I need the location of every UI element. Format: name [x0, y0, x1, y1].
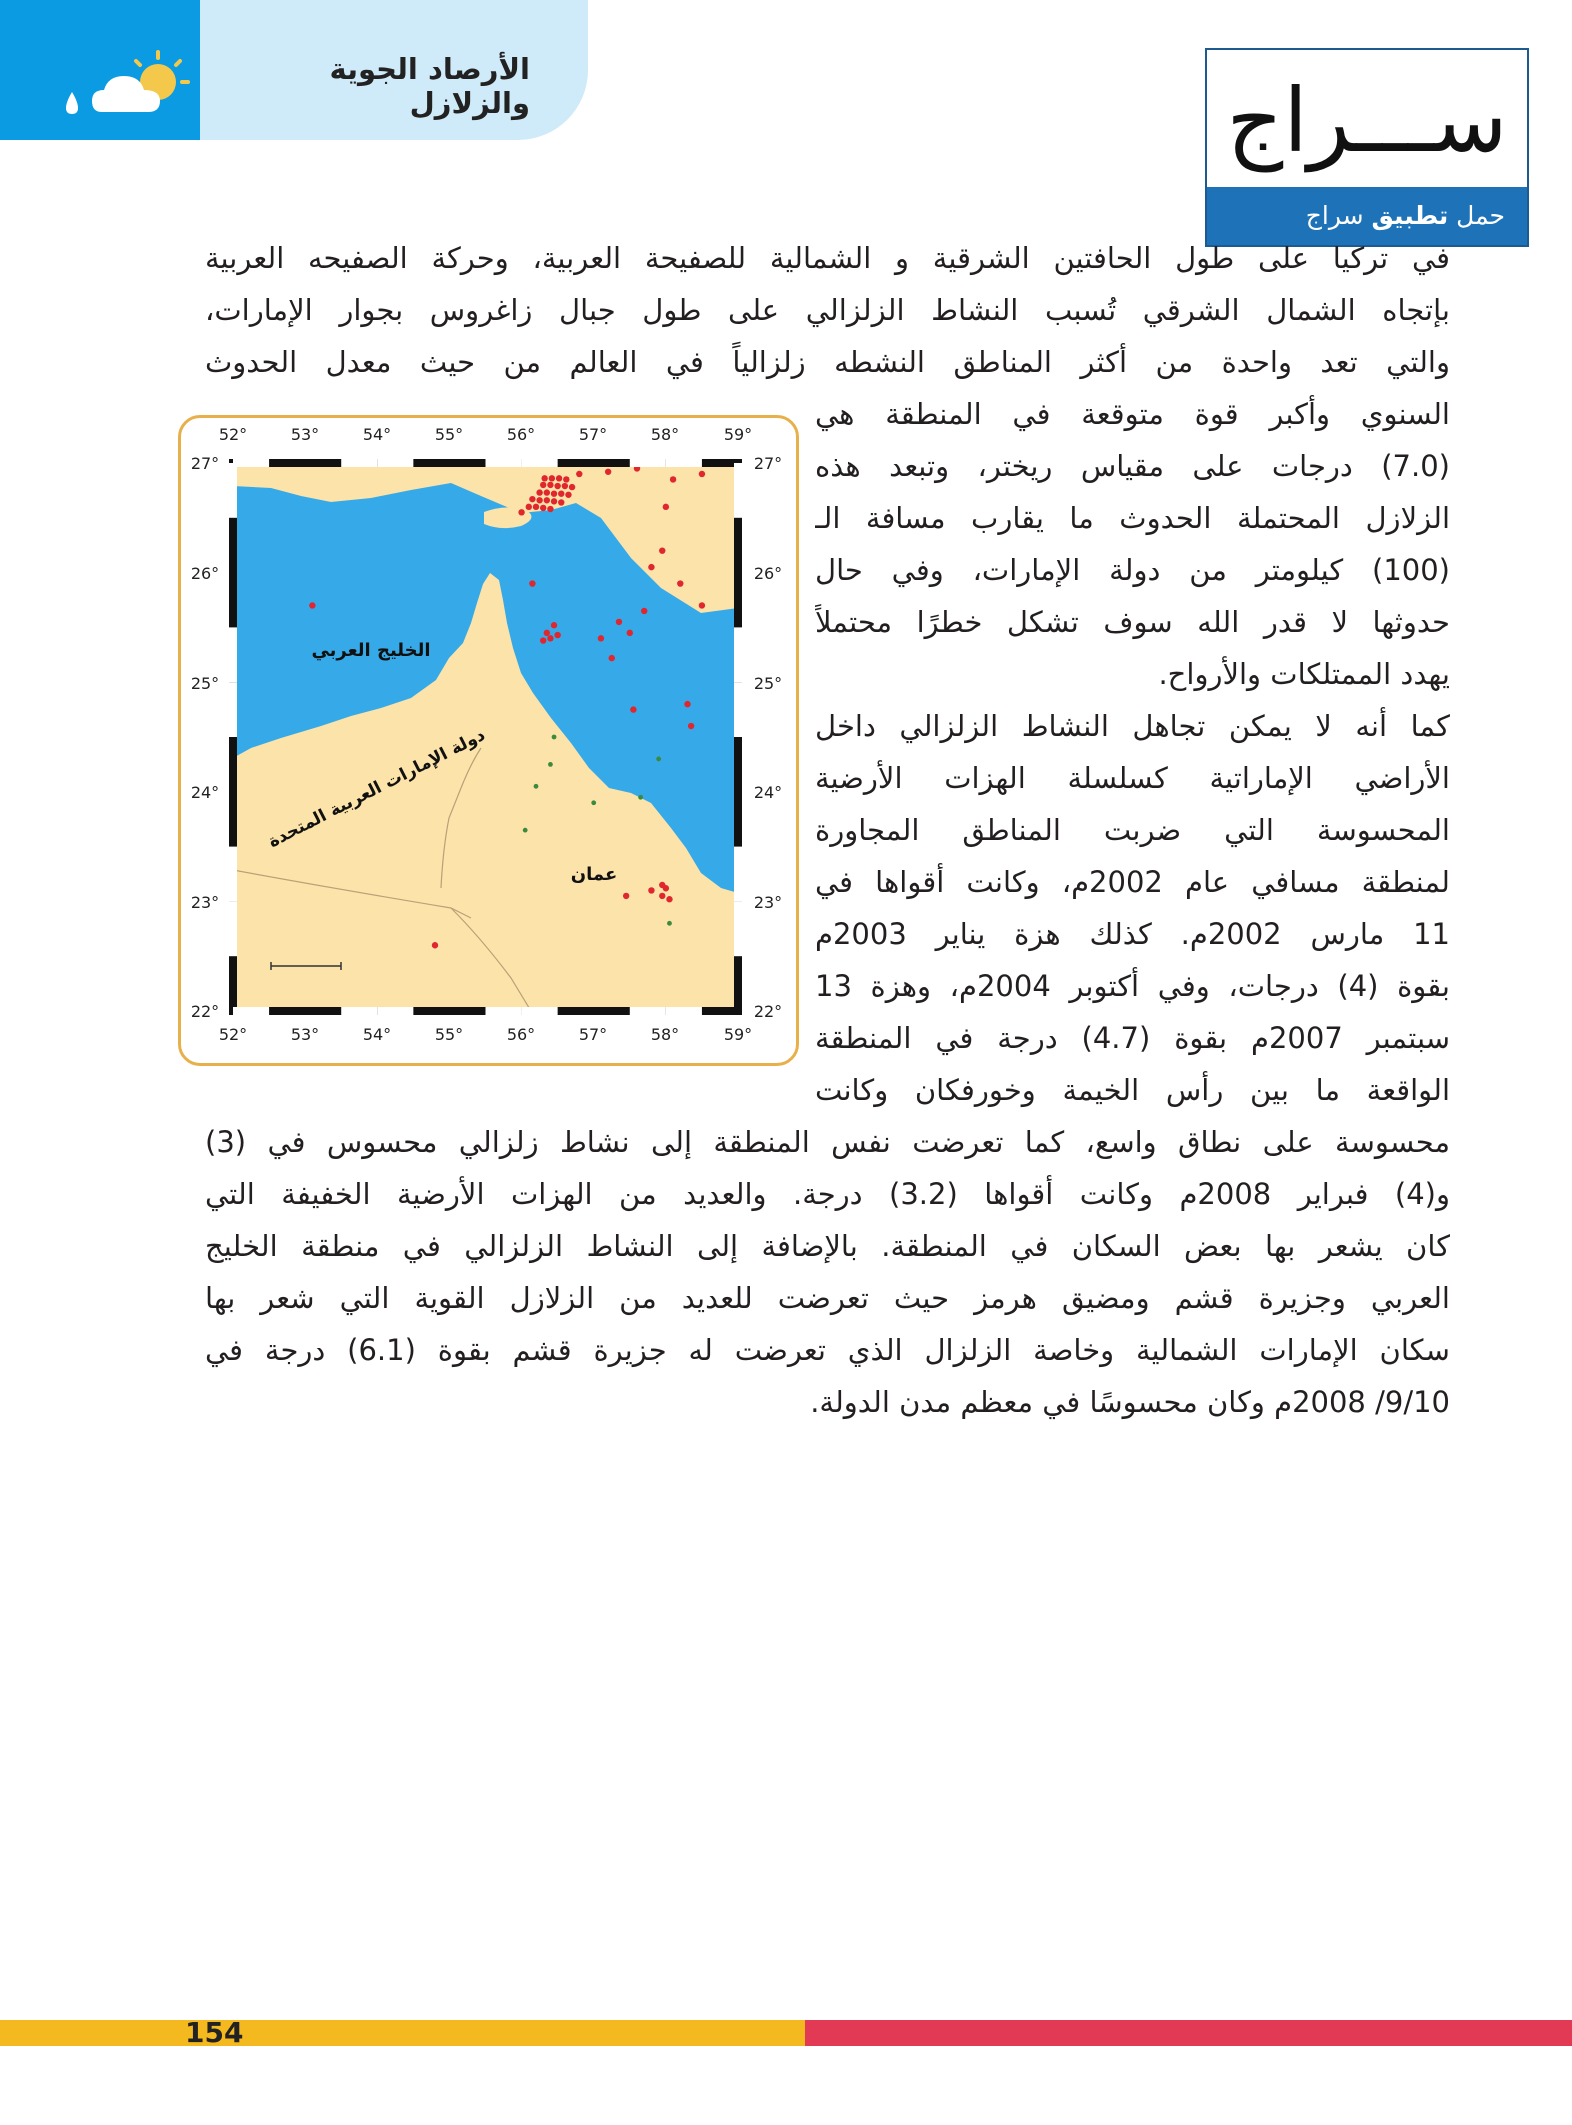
seismic-map	[181, 418, 796, 1063]
minor-quake-marker	[552, 735, 557, 740]
earthquake-marker	[630, 706, 636, 712]
lon-label-top: 57°	[578, 425, 608, 444]
earthquake-marker	[623, 893, 629, 899]
lat-label-right: 23°	[753, 893, 783, 912]
body-line: والتي تعد واحدة من أكثر المناطق النشطه زلزالياً في العالم من حيث معدل الحدوث	[205, 345, 1450, 379]
graticule-segment	[229, 847, 237, 902]
lon-label-top: 53°	[290, 425, 320, 444]
earthquake-marker	[684, 701, 690, 707]
body-line: الأراضي الإماراتية كسلسلة الهزات الأرضية	[815, 761, 1450, 795]
graticule-segment	[522, 1007, 558, 1015]
header-icon-block	[0, 0, 200, 140]
uae-label: دولة الإمارات العربية المتحدة	[265, 725, 489, 853]
body-line: حدوثها لا قدر الله سوف تشكل خطرًا محتملاً	[815, 605, 1450, 639]
gulf-label: الخليج العربي	[311, 640, 431, 661]
graticule-segment	[734, 627, 742, 682]
siraj-bar-prefix: حمل	[1456, 201, 1505, 230]
earthquake-marker	[699, 602, 705, 608]
lat-label-left: 23°	[190, 893, 220, 912]
body-line: الواقعة ما بين رأس الخيمة وخورفكان وكانت	[815, 1073, 1450, 1107]
lat-label-right: 26°	[753, 564, 783, 583]
earthquake-marker	[641, 608, 647, 614]
graticule-segment	[734, 847, 742, 902]
body-line: (100) كيلومتر من دولة الإمارات، وفي حال	[815, 553, 1450, 587]
lat-label-left: 27°	[190, 454, 220, 473]
body-line: في تركيا على طول الحافتين الشرقية و الشمالية للصفيحة العربية، وحركة الصفيحه العربية	[205, 241, 1450, 275]
earthquake-marker	[547, 482, 553, 488]
earthquake-marker	[536, 497, 542, 503]
earthquake-marker	[529, 580, 535, 586]
earthquake-marker	[659, 893, 665, 899]
minor-quake-marker	[638, 795, 643, 800]
graticule-segment	[341, 459, 377, 467]
graticule-segment	[233, 1007, 269, 1015]
earthquake-marker	[309, 602, 315, 608]
earthquake-marker	[562, 483, 568, 489]
earthquake-marker	[547, 506, 553, 512]
lon-label-bottom: 58°	[650, 1025, 680, 1044]
earthquake-marker	[540, 505, 546, 511]
graticule-segment	[341, 1007, 377, 1015]
graticule-segment	[630, 1007, 666, 1015]
earthquake-marker	[551, 490, 557, 496]
earthquake-marker	[563, 476, 569, 482]
graticule-segment	[666, 459, 702, 467]
earthquake-marker	[648, 564, 654, 570]
earthquake-marker	[677, 580, 683, 586]
body-line: المحسوسة التي ضربت المناطق المجاورة	[815, 813, 1450, 847]
graticule-segment	[734, 682, 742, 737]
chapter-title: الأرصاد الجوية والزلازل	[329, 52, 530, 120]
lat-label-right: 22°	[753, 1002, 783, 1021]
lat-label-right: 27°	[753, 454, 783, 473]
earthquake-marker	[565, 492, 571, 498]
lat-label-left: 25°	[190, 674, 220, 693]
earthquake-marker	[533, 504, 539, 510]
earthquake-marker	[648, 887, 654, 893]
cloud-sun-icon	[0, 0, 200, 140]
graticule-segment	[630, 459, 666, 467]
lat-label-left: 22°	[190, 1002, 220, 1021]
graticule-segment	[486, 1007, 522, 1015]
earthquake-marker	[688, 723, 694, 729]
lon-label-bottom: 56°	[506, 1025, 536, 1044]
earthquake-marker	[663, 504, 669, 510]
earthquake-marker	[544, 489, 550, 495]
body-line: لمنطقة مسافي عام 2002م، وكانت أقواها في	[815, 865, 1450, 899]
earthquake-marker	[556, 475, 562, 481]
body-line: 9/10/ 2008م وكان محسوسًا في معظم مدن الدولة.	[810, 1385, 1450, 1419]
graticule-segment	[734, 463, 742, 518]
body-line: 11 مارس 2002م. كذلك هزة يناير 2003م	[815, 917, 1450, 951]
earthquake-marker	[518, 509, 524, 515]
earthquake-marker	[547, 635, 553, 641]
lon-label-bottom: 52°	[218, 1025, 248, 1044]
earthquake-marker	[529, 496, 535, 502]
graticule-segment	[233, 459, 269, 467]
graticule-segment	[229, 463, 237, 518]
earthquake-marker	[526, 504, 532, 510]
minor-quake-marker	[591, 800, 596, 805]
body-line: العربي وجزيرة قشم ومضيق هرمز حيث تعرضت للعديد من الزلازل القوية التي شعر بها	[205, 1281, 1450, 1315]
lon-label-bottom: 53°	[290, 1025, 320, 1044]
earthquake-marker	[540, 482, 546, 488]
lon-label-bottom: 54°	[362, 1025, 392, 1044]
graticule-segment	[377, 1007, 413, 1015]
earthquake-marker	[544, 630, 550, 636]
lon-label-top: 58°	[650, 425, 680, 444]
earthquake-marker	[605, 469, 611, 475]
earthquake-marker	[536, 489, 542, 495]
body-line: السنوي وأكبر قوة متوقعة في المنطقة هي	[815, 397, 1450, 431]
earthquake-marker	[551, 622, 557, 628]
body-line: الزلازل المحتملة الحدوث ما يقارب مسافة الـ	[815, 501, 1450, 535]
lon-label-bottom: 55°	[434, 1025, 464, 1044]
earthquake-marker	[558, 490, 564, 496]
siraj-bar-suffix: سراج	[1305, 201, 1364, 230]
earthquake-marker	[576, 471, 582, 477]
body-line: و(4) فبراير 2008م وكانت أقواها (3.2) درجة. والعديد من الهزات الأرضية الخفيفة التي	[205, 1177, 1450, 1211]
page-number: 154	[185, 2016, 244, 2049]
footer-bar-yellow	[0, 2020, 805, 2046]
body-line: بقوة (4) درجات، وفي أكتوبر 2004م، وهزة 13	[815, 969, 1450, 1003]
lat-label-right: 25°	[753, 674, 783, 693]
lat-label-left: 24°	[190, 783, 220, 802]
body-line: بإتجاه الشمال الشرقي تُسبب النشاط الزلزالي على طول جبال زاغروس بجوار الإمارات،	[205, 293, 1450, 327]
earthquake-marker	[541, 475, 547, 481]
lon-label-top: 59°	[723, 425, 753, 444]
earthquake-marker	[544, 497, 550, 503]
graticule-segment	[522, 459, 558, 467]
earthquake-marker	[598, 635, 604, 641]
lat-label-left: 26°	[190, 564, 220, 583]
graticule-segment	[229, 901, 237, 956]
body-line: سبتمبر 2007م بقوة (4.7) درجة في المنطقة	[815, 1021, 1450, 1055]
graticule-segment	[377, 459, 413, 467]
body-line: (7.0) درجات على مقياس ريختر، وتبعد هذه	[815, 449, 1450, 483]
graticule-segment	[229, 682, 237, 737]
body-line: كان يشعر بها بعض السكان في المنطقة. بالإضافة إلى النشاط الزلزالي في منطقة الخليج	[205, 1229, 1450, 1263]
earthquake-marker	[666, 896, 672, 902]
earthquake-marker	[659, 547, 665, 553]
graticule-segment	[666, 1007, 702, 1015]
siraj-bar-bold: تطبيق	[1371, 201, 1449, 230]
lon-label-top: 52°	[218, 425, 248, 444]
earthquake-marker	[540, 637, 546, 643]
siraj-logo[interactable]	[1205, 48, 1529, 247]
minor-quake-marker	[548, 762, 553, 767]
oman-label: عمان	[570, 864, 618, 885]
earthquake-marker	[551, 498, 557, 504]
graticule-segment	[486, 459, 522, 467]
earthquake-marker	[549, 475, 555, 481]
lon-label-bottom: 59°	[723, 1025, 753, 1044]
earthquake-marker	[663, 885, 669, 891]
body-line: سكان الإمارات الشمالية وخاصة الزلزال الذي تعرضت له جزيرة قشم بقوة (6.1) درجة في	[205, 1333, 1450, 1367]
earthquake-marker	[554, 483, 560, 489]
body-line: محسوسة على نطاق واسع، كما تعرضت نفس المنطقة إلى نشاط زلزالي محسوس في (3)	[205, 1125, 1450, 1159]
graticule-segment	[734, 901, 742, 956]
earthquake-marker	[569, 484, 575, 490]
earthquake-marker	[627, 630, 633, 636]
earthquake-marker	[558, 499, 564, 505]
earthquake-marker	[616, 619, 622, 625]
graticule-segment	[229, 627, 237, 682]
minor-quake-marker	[523, 828, 528, 833]
minor-quake-marker	[667, 921, 672, 926]
lon-label-top: 55°	[434, 425, 464, 444]
lon-label-top: 56°	[506, 425, 536, 444]
earthquake-marker	[699, 471, 705, 477]
lat-label-right: 24°	[753, 783, 783, 802]
footer-bar-red	[805, 2020, 1572, 2046]
lon-label-top: 54°	[362, 425, 392, 444]
minor-quake-marker	[534, 784, 539, 789]
minor-quake-marker	[656, 757, 661, 762]
lon-label-bottom: 57°	[578, 1025, 608, 1044]
earthquake-marker	[609, 655, 615, 661]
earthquake-marker	[554, 632, 560, 638]
earthquake-marker	[432, 942, 438, 948]
seismic-map-frame	[178, 415, 799, 1066]
body-line: يهدد الممتلكات والأرواح.	[1158, 657, 1450, 691]
earthquake-marker	[670, 476, 676, 482]
body-line: كما أنه لا يمكن تجاهل النشاط الزلزالي داخل	[815, 709, 1450, 743]
siraj-wordmark: ســـراج	[1226, 69, 1508, 172]
